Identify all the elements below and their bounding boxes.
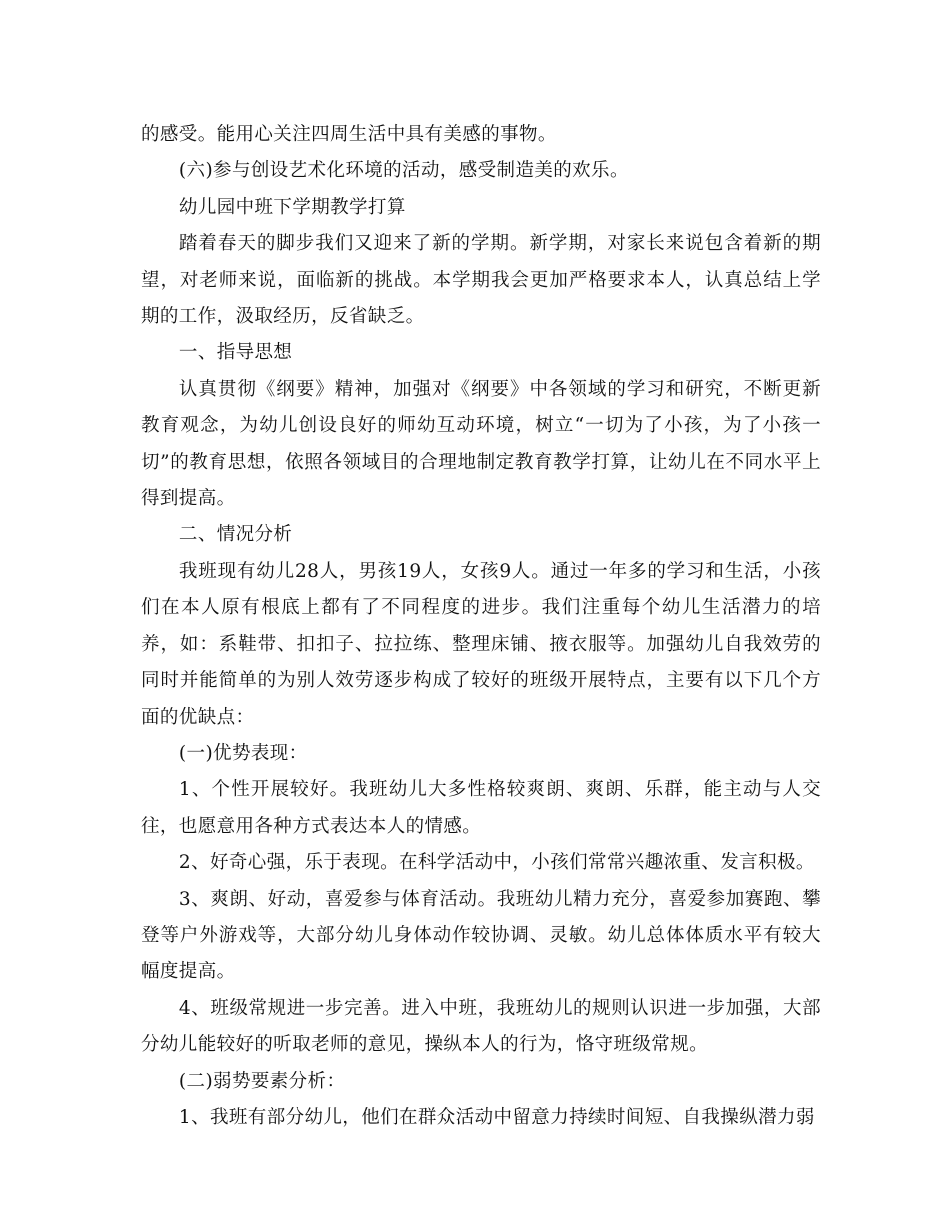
- list-item-strength-2: 2、好奇心强，乐于表现。在科学活动中，小孩们常常兴趣浓重、发言积极。: [178, 852, 815, 874]
- list-item-strength-1: 1、个性开展较好。我班幼儿大多性格较爽朗、爽朗、乐群，能主动与人交往，也愿意用各种方式表达本人的情感。: [141, 779, 821, 837]
- subheading-weaknesses: (二)弱势要素分析：: [178, 1070, 346, 1092]
- paragraph-item-six: (六)参与创设艺术化环境的活动，感受制造美的欢乐。: [178, 160, 629, 182]
- section-title: 幼儿园中班下学期教学打算: [178, 196, 406, 218]
- paragraph-situation-analysis: 我班现有幼儿28人，男孩19人，女孩9人。通过一年多的学习和生活，小孩们在本人原有根底上都有了不同程度的进步。我们注重每个幼儿生活潜力的培养，如：系鞋带、扣扣子、拉拉练、整理床铺、掖衣服等。加强幼儿自我效劳的同时并能简单的为别人效劳逐步构成了较好的班级开展特点，主要有以下几个方面的优缺点：: [141, 560, 821, 728]
- paragraph-guiding-ideology: 认真贯彻《纲要》精神，加强对《纲要》中各领域的学习和研究，不断更新教育观念，为幼儿创设良好的师幼互动环境，树立“一切为了小孩，为了小孩一切”的教育思想，依照各领域目的合理地制定教育教学打算，让幼儿在不同水平上得到提高。: [141, 378, 821, 510]
- list-item-strength-4: 4、班级常规进一步完善。进入中班，我班幼儿的规则认识进一步加强，大部分幼儿能较好的听取老师的意见，操纵本人的行为，恪守班级常规。: [141, 997, 821, 1056]
- subheading-strengths: (一)优势表现：: [178, 742, 308, 764]
- list-item-weakness-1: 1、我班有部分幼儿，他们在群众活动中留意力持续时间短、自我操纵潜力弱: [178, 1106, 815, 1128]
- heading-situation-analysis: 二、情况分析: [178, 524, 293, 546]
- heading-guiding-ideology: 一、指导思想: [178, 342, 293, 364]
- document-body: [141, 117, 821, 1136]
- paragraph-intro: 踏着春天的脚步我们又迎来了新的学期。新学期，对家长来说包含着新的期望，对老师来说，面临新的挑战。本学期我会更加严格要求本人，认真总结上学期的工作，汲取经历，反省缺乏。: [141, 233, 821, 328]
- paragraph-continuation: 的感受。能用心关注四周生活中具有美感的事物。: [141, 124, 557, 145]
- list-item-strength-3: 3、爽朗、好动，喜爱参与体育活动。我班幼儿精力充分，喜爱参加赛跑、攀登等户外游戏等，大部分幼儿身体动作较协调、灵敏。幼儿总体体质水平有较大幅度提高。: [141, 888, 821, 983]
